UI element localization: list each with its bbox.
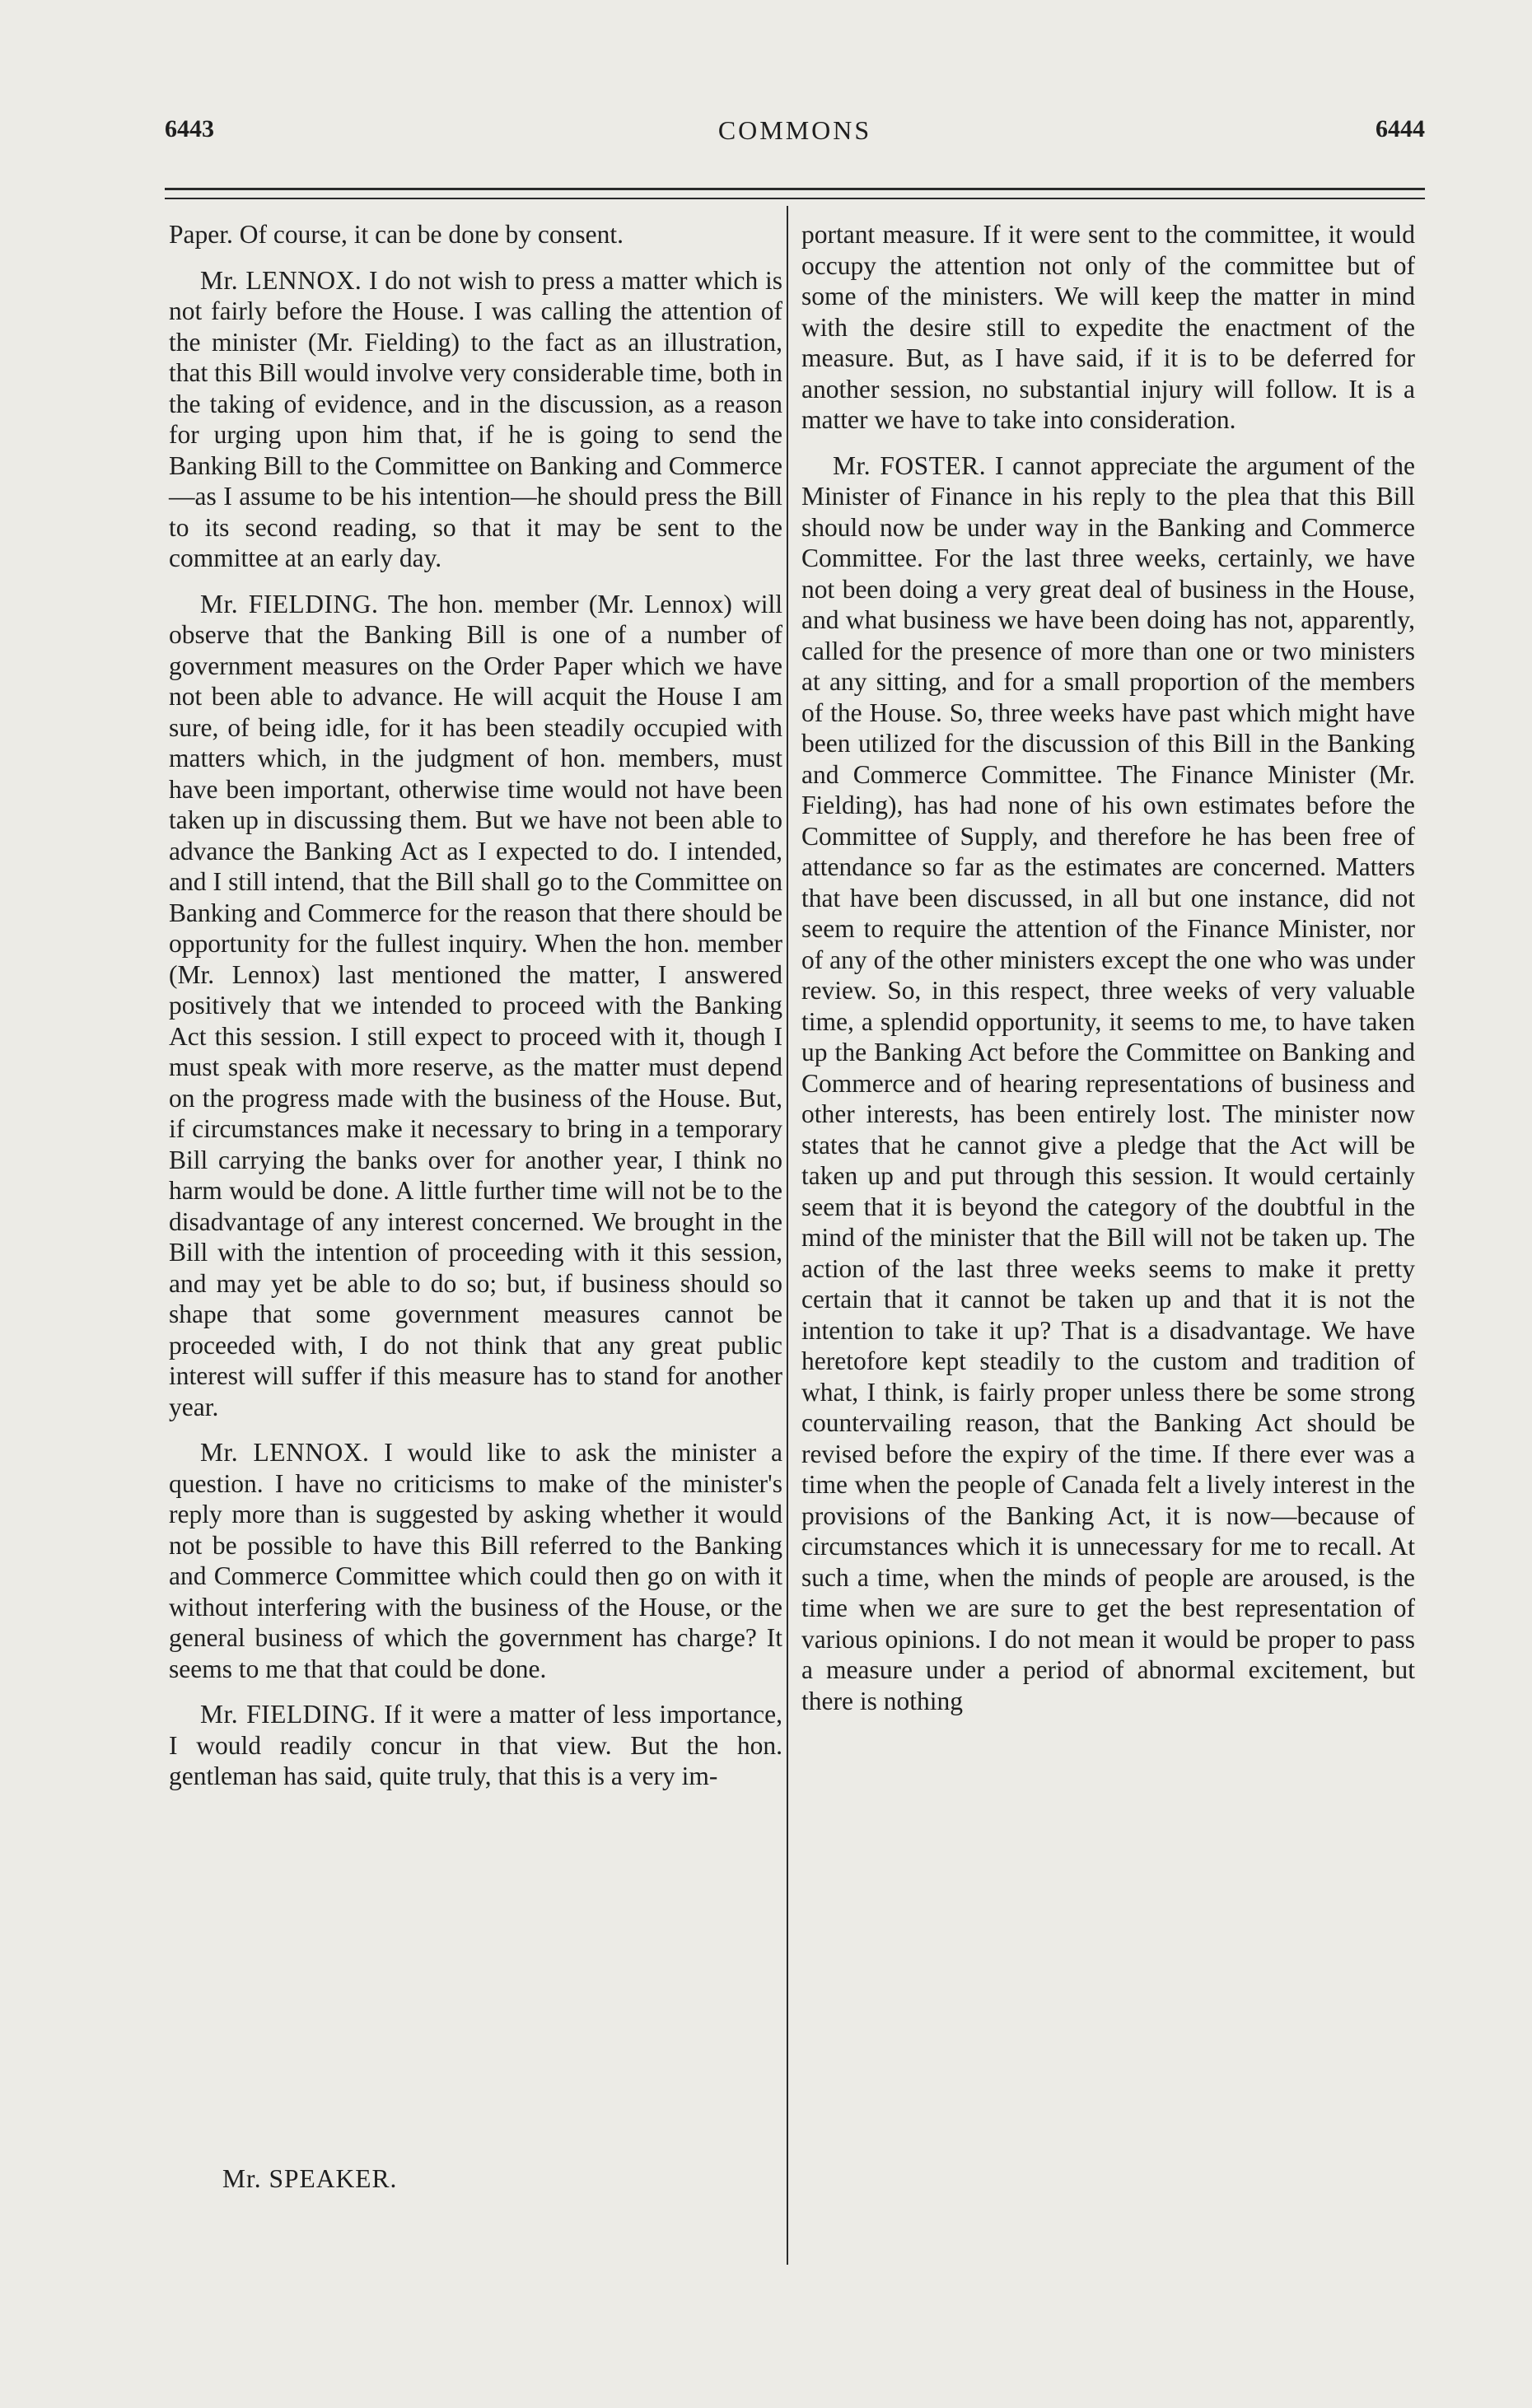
paragraph-text: If it were a matter of less importance, I would readily concur in that view. But the hon. gentleman has said, quite truly, that this is a very im-: [169, 1700, 782, 1790]
paragraph: [169, 1699, 782, 1792]
speaker-name: Mr. FOSTER.: [833, 450, 987, 480]
header-rule-bottom: [165, 198, 1425, 199]
page-number-left: 6443: [165, 115, 214, 142]
speaker-name: Mr. LENNOX.: [200, 1438, 370, 1467]
page-number-right: 6444: [1376, 115, 1425, 142]
paragraph: [169, 1437, 782, 1684]
paragraph-text: I cannot appreciate the argument of the Minister of Finance in his reply to the plea that this Bill should now be under way in the Banking and Commerce Committee. For the last three weeks, certainly, we have not been doing a very great deal of business in the House, and what business we have been doing has not, apparently, called for the presence of more than one or two ministers at any sitting, and for a small proportion of the members of the House. So, three weeks have past which might have been utilized for the discussion of this Bill in the Banking and Commerce Committee. The Finance Minister (Mr. Fielding), has had none of his own estimates before the Committee of Supply, and therefore he has been free of attendance so far as the estimates are concerned. Matters that have been discussed, in all but one instance, did not seem to require the attention of the Finance Minister, nor of any of the other ministers except the one who was under review. So, in this respect, three weeks of very valuable time, a splendid opportunity, it seems to me, to have taken up the Banking Act before the Committee on Banking and Commerce and of hearing representations of business and other interests, has been entirely lost. The minister now states that he cannot give a pledge that the Act will be taken up and put through this session. It would certainly seem that it is beyond the category of the doubtful in the mind of the minister that the Bill will not be taken up. The action of the last three weeks seems to make it pretty certain that it cannot be taken up and that it is not the intention to take it up? That is a disadvantage. We have heretofore kept steadily to the custom and tradition of what, I think, is fairly proper unless there be some strong countervailing reason, that the Banking Act should be revised before the expiry of the time. If there ever was a time when the people of Canada felt a lively interest in the provisions of the Banking Act, it is now—because of circumstances which it is unnecessary for me to recall. At such a time, when the minds of people are aroused, is the time when we are sure to get the best representation of various opinions. I do not mean it would be proper to pass a measure under a period of abnormal excitement, but there is nothing: [801, 450, 1415, 1715]
paragraph: [169, 265, 782, 574]
paragraph-text: portant measure. If it were sent to the committee, it would occupy the attention not only of the committee but of some of the ministers. We will keep the matter in mind with the desire still to expedite the enactment of the measure. But, as I have said, if it is to be deferred for another session, no substantial injury will follow. It is a matter we have to take into consideration.: [801, 220, 1415, 434]
paragraph-text: I would like to ask the minister a question. I have no criticisms to make of the minister's reply more than is suggested by asking whether it would not be possible to have this Bill referred to the Banking and Commerce Committee which could then go on with it without interfering with the business of the House, or the general business of which the government has charge? It seems to me that that could be done.: [169, 1438, 782, 1683]
speaker-name: Mr. FIELDING.: [200, 589, 379, 618]
right-column: [801, 219, 1415, 1731]
footer-speaker-note: Mr. SPEAKER.: [222, 2164, 398, 2193]
paragraph-text: The hon. member (Mr. Lennox) will observe that the Banking Bill is one of a number of government measures on the Order Paper which we have not been able to advance. He will acquit the House I am sure, of being idle, for it has been steadily occupied with matters which, in the judgment of hon. members, must have been important, otherwise time would not have been taken up in discussing them. But we have not been able to advance the Banking Act as I expected to do. I intended, and I still intend, that the Bill shall go to the Committee on Banking and Commerce for the reason that there should be opportunity for the fullest inquiry. When the hon. member (Mr. Lennox) last mentioned the matter, I answered positively that we intended to proceed with the Banking Act this session. I still expect to proceed with it, though I must speak with more reserve, as the matter must depend on the progress made with the business of the House. But, if circumstances make it necessary to bring in a temporary Bill carrying the banks over for another year, I think no harm would be done. A little further time will not be to the disadvantage of any interest concerned. We brought in the Bill with the intention of proceeding with it this session, and may yet be able to do so; but, if business should so shape that some government measures cannot be proceeded with, I do not think that any great public interest will suffer if this measure has to stand for another year.: [169, 589, 782, 1421]
paragraph-text: Paper. Of course, it can be done by consent.: [169, 220, 624, 249]
speaker-name: Mr. FIELDING.: [200, 1700, 376, 1729]
paragraph-text: I do not wish to press a matter which is not fairly before the House. I was calling the attention of the minister (Mr. Fielding) to the fact as an illustration, that this Bill would involve very considerable time, both in the taking of evidence, and in the discussion, as a reason for urging upon him that, if he is going to send the Banking Bill to the Committee on Banking and Commerce—as I assume to be his intention—he should press the Bill to its second reading, so that it may be sent to the committee at an early day.: [169, 265, 782, 572]
paragraph: [801, 450, 1415, 1717]
speaker-name: Mr. LENNOX.: [200, 265, 362, 295]
paragraph: [801, 219, 1415, 436]
paragraph: [169, 219, 782, 250]
header-rule-top: [165, 188, 1425, 190]
left-column: [169, 219, 782, 1807]
running-head: COMMONS: [717, 115, 872, 145]
paragraph: [169, 589, 782, 1423]
column-divider: [787, 206, 788, 2265]
page-header: [165, 115, 1425, 165]
